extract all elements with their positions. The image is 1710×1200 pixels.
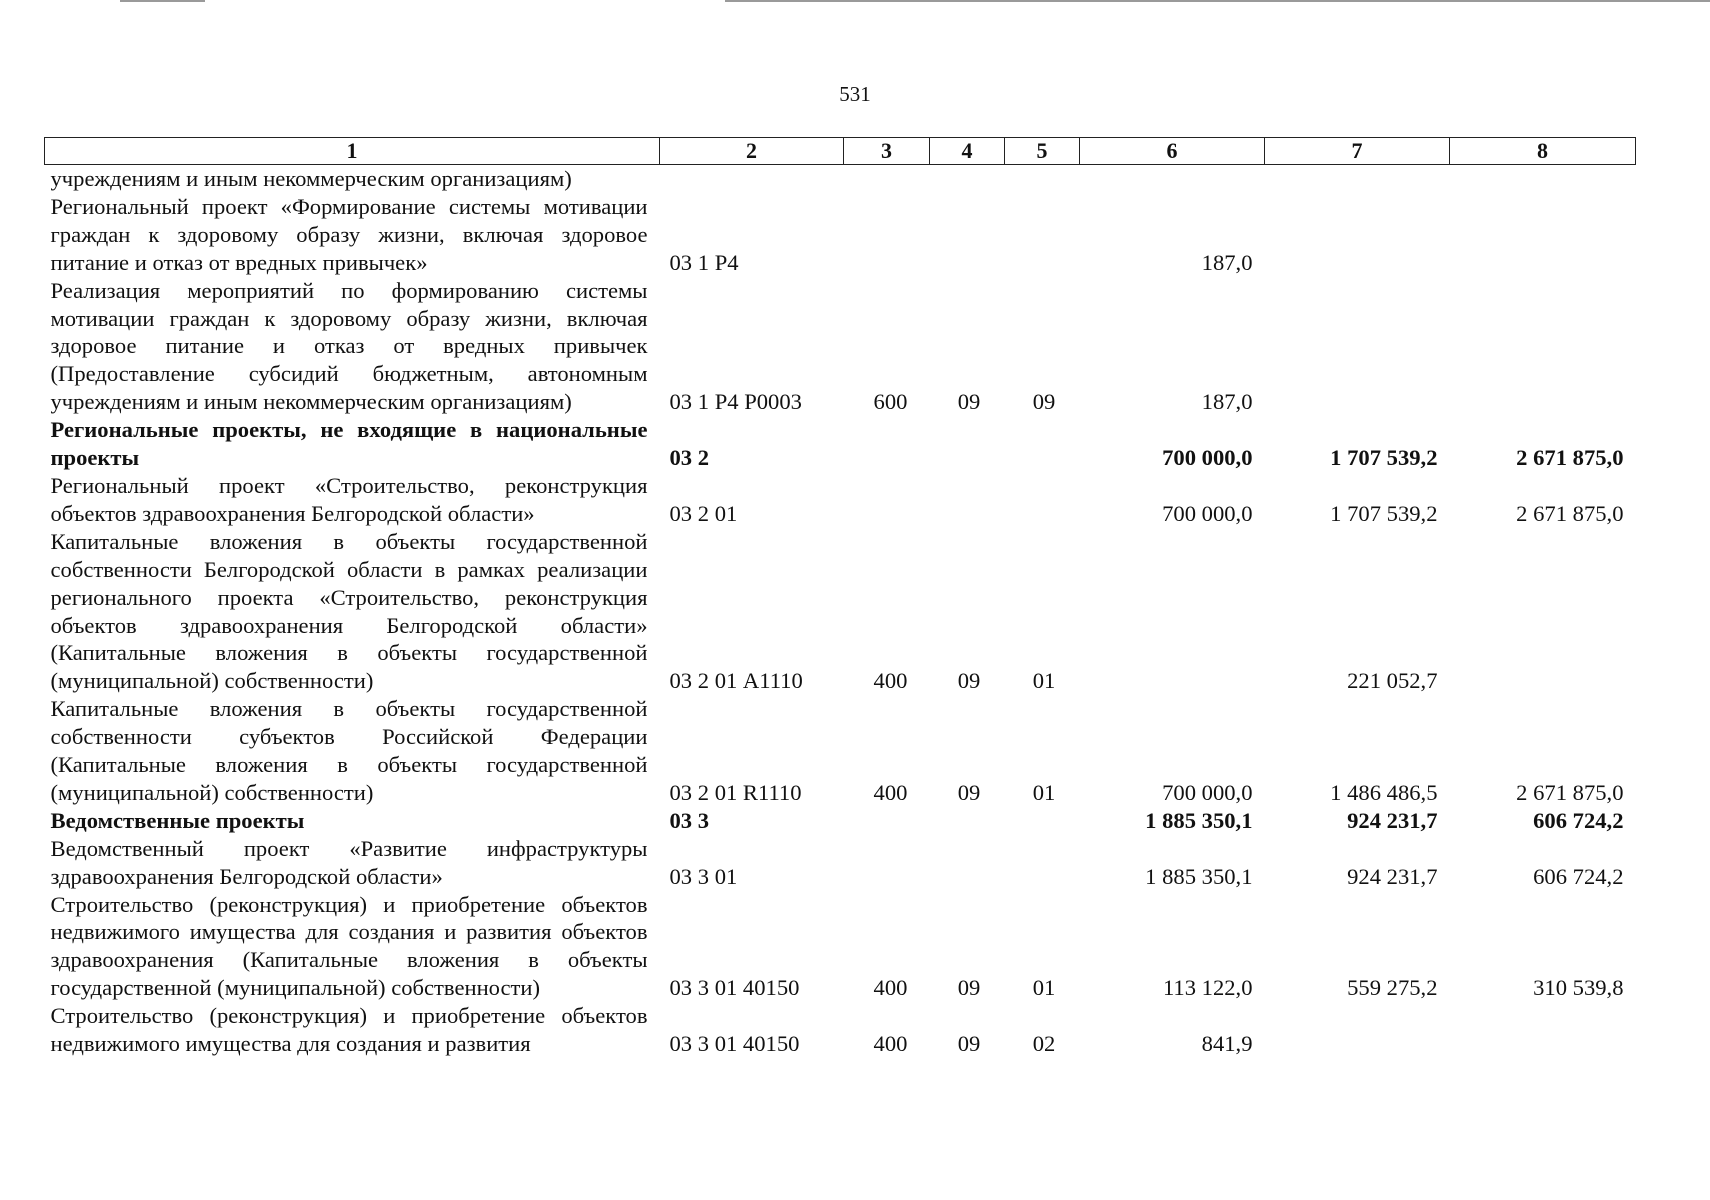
row-amount-6: 1 885 350,1 xyxy=(1145,863,1253,889)
row-name: Ведомственные проекты xyxy=(50,807,305,833)
table-row xyxy=(45,807,1636,835)
header-col-6: 6 xyxy=(1080,138,1265,165)
row-col-5: 09 xyxy=(1032,389,1056,415)
row-col-5: 01 xyxy=(1032,975,1056,1001)
row-amount-6: 1 885 350,1 xyxy=(1145,807,1253,833)
row-name: учреждениям и иным некоммерческим организациям) xyxy=(50,166,572,191)
row-col-5: 01 xyxy=(1032,668,1056,694)
row-col-3: 400 xyxy=(873,1031,908,1057)
header-col-3: 3 xyxy=(844,138,930,165)
table-header xyxy=(45,138,1636,165)
budget-table-container xyxy=(44,137,1635,1058)
row-col-3: 400 xyxy=(873,668,908,694)
row-amount-7: 221 052,7 xyxy=(1347,668,1438,694)
row-code: 03 2 01 А1110 xyxy=(669,668,803,694)
table-row xyxy=(45,277,1636,417)
row-col-5: 01 xyxy=(1032,779,1056,805)
row-col-3: 400 xyxy=(873,975,908,1001)
scan-edge-left xyxy=(120,0,205,2)
row-amount-6: 700 000,0 xyxy=(1162,779,1253,805)
table-row xyxy=(45,891,1636,1003)
header-col-4: 4 xyxy=(930,138,1005,165)
table-row xyxy=(45,416,1636,472)
row-col-5 xyxy=(1005,165,1080,193)
row-col-4 xyxy=(930,416,1005,472)
row-code: 03 3 01 xyxy=(669,863,738,889)
row-code: 03 2 xyxy=(669,445,710,471)
row-code: 03 1 Р4 Р0003 xyxy=(669,389,802,415)
row-amount-7 xyxy=(1265,165,1450,193)
row-amount-8: 2 671 875,0 xyxy=(1516,779,1624,805)
row-amount-6: 187,0 xyxy=(1201,249,1253,275)
row-name: Капитальные вложения в объекты государственной собственности субъектов Российской Федерации (Капитальные вложения в объекты государственной (муниципальной) собственности) xyxy=(50,696,648,805)
row-name: Капитальные вложения в объекты государственной собственности Белгородской области в рамках реализации регионального проекта «Строительство, реконструкция объектов здравоохранения Белгородской области» (Капитальные вложения в объекты государственной (муниципальной) собственности) xyxy=(50,528,648,694)
row-amount-6: 700 000,0 xyxy=(1162,500,1253,526)
row-amount-6: 113 122,0 xyxy=(1162,975,1253,1001)
row-name: Ведомственный проект «Развитие инфраструктуры здравоохранения Белгородской области» xyxy=(50,835,648,889)
row-col-4 xyxy=(930,165,1005,193)
table-row xyxy=(45,1002,1636,1058)
row-amount-7: 1 486 486,5 xyxy=(1330,779,1438,805)
row-code: 03 3 01 40150 xyxy=(669,975,800,1001)
table-row xyxy=(45,528,1636,695)
row-amount-8 xyxy=(1450,1002,1636,1058)
table-row xyxy=(45,193,1636,277)
header-col-7: 7 xyxy=(1265,138,1450,165)
row-amount-7: 924 231,7 xyxy=(1347,863,1438,889)
row-col-3 xyxy=(844,193,930,277)
row-name: Строительство (реконструкция) и приобретение объектов недвижимого имущества для создания и развития объектов здравоохранения (Капитальные вложения в объекты государственной (муниципальной) собственности) xyxy=(50,891,648,1001)
header-col-8: 8 xyxy=(1450,138,1636,165)
row-amount-7: 1 707 539,2 xyxy=(1330,500,1438,526)
row-name: Региональный проект «Строительство, реконструкция объектов здравоохранения Белгородской области» xyxy=(50,472,648,526)
row-col-3 xyxy=(844,472,930,528)
row-col-5 xyxy=(1005,416,1080,472)
row-code: 03 1 Р4 xyxy=(669,249,739,275)
page-number: 531 xyxy=(839,82,871,106)
row-name: Реализация мероприятий по формированию системы мотивации граждан к здоровому образу жизни, включая здоровое питание и отказ от вредных привычек (Предоставление субсидий бюджетным, автономным учреждениям и иным некоммерческим организациям) xyxy=(50,277,648,415)
row-amount-7 xyxy=(1265,277,1450,417)
header-row xyxy=(45,138,1636,165)
row-amount-7: 924 231,7 xyxy=(1347,807,1438,833)
row-col-4 xyxy=(930,835,1005,891)
row-amount-8 xyxy=(1450,528,1636,695)
header-col-2: 2 xyxy=(660,138,844,165)
row-col-4: 09 xyxy=(957,668,981,694)
row-code: 03 2 01 xyxy=(669,500,738,526)
row-amount-8: 2 671 875,0 xyxy=(1516,445,1624,471)
row-col-5 xyxy=(1005,807,1080,835)
row-col-5 xyxy=(1005,472,1080,528)
header-col-5: 5 xyxy=(1005,138,1080,165)
row-code xyxy=(660,165,844,193)
scan-edge-right xyxy=(725,0,1710,2)
row-col-4 xyxy=(930,807,1005,835)
row-col-5 xyxy=(1005,835,1080,891)
row-col-3: 400 xyxy=(873,779,908,805)
row-amount-6: 841,9 xyxy=(1201,1031,1253,1057)
table-row xyxy=(45,165,1636,193)
row-code: 03 3 01 40150 xyxy=(669,1031,800,1057)
table-row xyxy=(45,472,1636,528)
row-amount-8: 606 724,2 xyxy=(1533,807,1624,833)
row-col-4: 09 xyxy=(957,1031,981,1057)
row-amount-8: 2 671 875,0 xyxy=(1516,500,1624,526)
budget-table xyxy=(44,137,1636,1058)
table-row xyxy=(45,835,1636,891)
row-code: 03 2 01 R1110 xyxy=(669,779,802,805)
row-col-4: 09 xyxy=(957,779,981,805)
row-amount-8: 310 539,8 xyxy=(1533,975,1624,1001)
header-col-1: 1 xyxy=(45,138,660,165)
row-amount-8 xyxy=(1450,165,1636,193)
row-col-4 xyxy=(930,193,1005,277)
row-col-3 xyxy=(844,835,930,891)
table-row xyxy=(45,695,1636,807)
row-name: Региональные проекты, не входящие в национальные проекты xyxy=(50,417,648,471)
row-amount-7 xyxy=(1265,1002,1450,1058)
row-col-5: 02 xyxy=(1032,1031,1056,1057)
row-amount-7 xyxy=(1265,193,1450,277)
row-col-3: 600 xyxy=(873,389,908,415)
row-amount-6: 187,0 xyxy=(1201,389,1253,415)
row-amount-7: 559 275,2 xyxy=(1347,975,1438,1001)
row-col-5 xyxy=(1005,193,1080,277)
row-amount-8 xyxy=(1450,277,1636,417)
table-body xyxy=(45,165,1636,1059)
row-amount-6 xyxy=(1080,165,1265,193)
row-amount-7: 1 707 539,2 xyxy=(1330,445,1438,471)
row-col-4 xyxy=(930,472,1005,528)
row-col-3 xyxy=(844,416,930,472)
row-amount-6: 700 000,0 xyxy=(1162,445,1253,471)
row-name: Региональный проект «Формирование системы мотивации граждан к здоровому образу жизни, включая здоровое питание и отказ от вредных привычек» xyxy=(50,193,648,275)
row-amount-8: 606 724,2 xyxy=(1533,863,1624,889)
row-code: 03 3 xyxy=(669,807,710,833)
row-col-4: 09 xyxy=(957,975,981,1001)
row-col-3 xyxy=(844,807,930,835)
row-col-3 xyxy=(844,165,930,193)
row-name: Строительство (реконструкция) и приобретение объектов недвижимого имущества для создания и развития xyxy=(50,1003,648,1057)
row-amount-8 xyxy=(1450,193,1636,277)
row-col-4: 09 xyxy=(957,389,981,415)
row-amount-6 xyxy=(1080,528,1265,695)
